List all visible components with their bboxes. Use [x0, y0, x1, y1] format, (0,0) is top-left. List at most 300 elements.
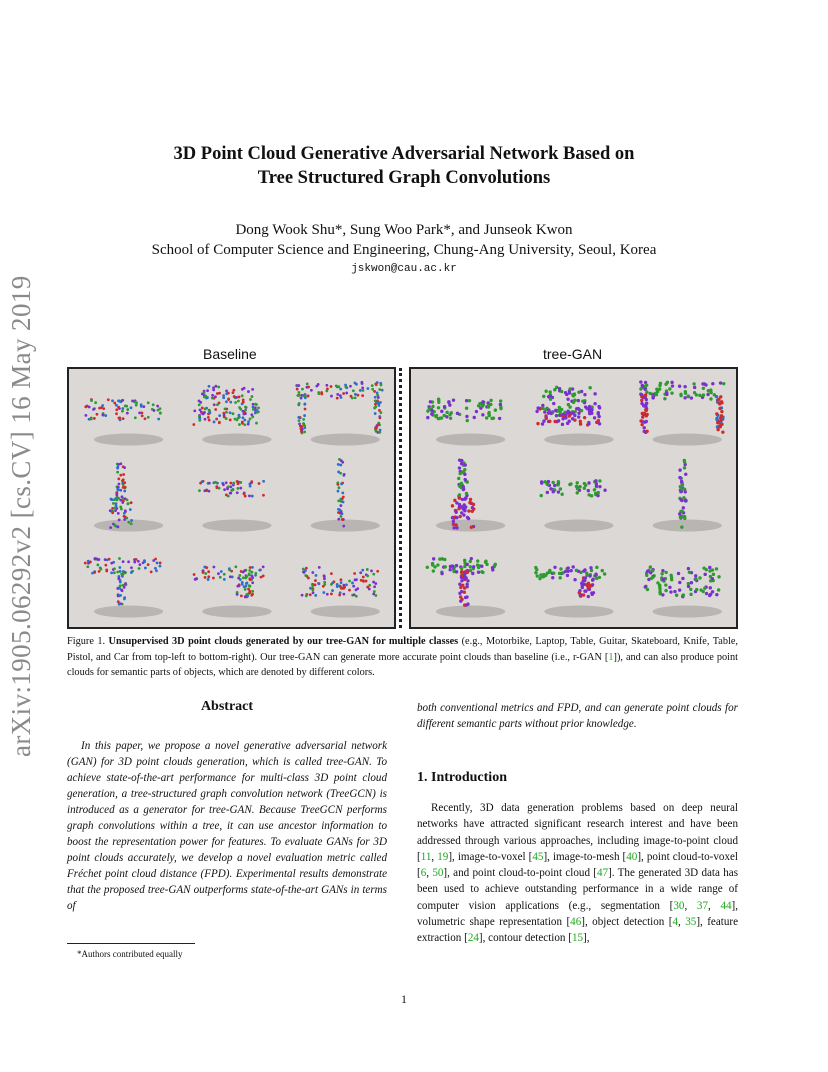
point — [458, 505, 461, 508]
point — [330, 593, 333, 596]
point — [598, 485, 601, 488]
point — [117, 594, 120, 597]
point — [326, 593, 329, 596]
point — [452, 398, 455, 401]
point — [129, 508, 132, 511]
point — [455, 516, 458, 519]
point — [244, 409, 247, 412]
object-shadow — [653, 434, 722, 446]
point — [655, 393, 658, 396]
point — [123, 490, 126, 493]
point — [547, 408, 550, 411]
point — [597, 412, 600, 415]
point — [708, 566, 711, 569]
point — [652, 396, 655, 399]
point — [323, 577, 326, 580]
point — [639, 419, 642, 422]
point — [249, 418, 252, 421]
point — [535, 410, 538, 413]
point — [92, 408, 95, 411]
point — [558, 576, 561, 579]
point-cloud-skateboard — [198, 480, 272, 532]
citation[interactable]: 35 — [685, 916, 697, 929]
point — [325, 389, 328, 392]
point — [345, 583, 348, 586]
point — [536, 422, 539, 425]
point — [589, 566, 592, 569]
citation[interactable]: 50 — [432, 867, 444, 880]
point — [684, 490, 687, 493]
point — [112, 502, 115, 505]
point — [463, 572, 466, 575]
point — [469, 565, 472, 568]
point — [448, 403, 451, 406]
point — [670, 578, 673, 581]
point — [315, 574, 318, 577]
point — [245, 582, 248, 585]
point — [534, 571, 537, 574]
citation[interactable]: 11 — [420, 850, 432, 863]
point — [298, 419, 301, 422]
citation[interactable]: 4 — [672, 916, 679, 929]
point — [430, 412, 433, 415]
email[interactable]: jskwon@cau.ac.kr — [351, 263, 457, 275]
object-shadow — [544, 434, 613, 446]
point — [553, 388, 556, 391]
point — [142, 405, 145, 408]
footnote: *Authors contributed equally — [77, 949, 183, 959]
point — [138, 411, 141, 414]
point — [318, 582, 321, 585]
point — [566, 574, 569, 577]
point — [243, 492, 246, 495]
citation[interactable]: 6 — [420, 867, 427, 880]
point — [117, 406, 120, 409]
point — [121, 495, 124, 498]
point — [309, 593, 312, 596]
point — [348, 580, 351, 583]
point — [239, 408, 242, 411]
point — [478, 402, 481, 405]
point — [159, 561, 162, 564]
point — [117, 600, 120, 603]
point — [341, 518, 344, 521]
object-shadow — [202, 520, 271, 532]
point — [340, 581, 343, 584]
point — [135, 401, 138, 404]
point — [122, 571, 125, 574]
point — [198, 399, 201, 402]
point — [719, 419, 722, 422]
abstract-continuation: both conventional metrics and FPD, and can generate point clouds for different semantic parts without prior knowledge. — [417, 702, 738, 730]
point — [232, 391, 235, 394]
point — [227, 495, 230, 498]
point — [229, 411, 232, 414]
point — [426, 409, 429, 412]
point — [645, 574, 648, 577]
point — [662, 578, 665, 581]
point — [314, 594, 317, 597]
point — [317, 392, 320, 395]
point — [489, 399, 492, 402]
point — [353, 593, 356, 596]
point — [130, 519, 133, 522]
point — [715, 412, 718, 415]
intro-text: ], feature extraction [ — [417, 916, 739, 945]
point — [456, 412, 459, 415]
point — [579, 422, 582, 425]
point — [159, 565, 162, 568]
point — [218, 487, 221, 490]
citation[interactable]: 44 — [720, 899, 732, 912]
point — [198, 489, 201, 492]
point-cloud-laptop — [192, 385, 271, 446]
point — [542, 575, 545, 578]
point-cloud-guitar — [436, 458, 505, 531]
point — [580, 409, 583, 412]
point — [101, 404, 104, 407]
point — [436, 563, 439, 566]
point — [118, 483, 121, 486]
point — [336, 483, 339, 486]
point — [212, 577, 215, 580]
point — [338, 486, 341, 489]
point — [679, 485, 682, 488]
point — [359, 571, 362, 574]
point — [460, 570, 463, 573]
point — [337, 463, 340, 466]
intro-text: Recently, 3D data generation problems based on deep neural networks have attracted significant research interest and have been addressed through various approaches, including image-to-point cloud [ — [417, 802, 738, 863]
point — [242, 401, 245, 404]
point — [709, 391, 712, 394]
point — [694, 574, 697, 577]
point — [258, 569, 261, 572]
point — [244, 595, 247, 598]
point — [234, 565, 237, 568]
point — [365, 580, 368, 583]
point — [224, 407, 227, 410]
point — [693, 386, 696, 389]
point — [361, 394, 364, 397]
intro-text: , — [426, 867, 433, 880]
point — [468, 501, 471, 504]
point — [678, 512, 681, 515]
point — [461, 470, 464, 473]
point — [683, 466, 686, 469]
point — [352, 389, 355, 392]
point — [665, 393, 668, 396]
point — [87, 562, 90, 565]
point — [119, 474, 122, 477]
point — [687, 395, 690, 398]
point — [466, 602, 469, 605]
point — [227, 485, 230, 488]
point — [208, 482, 211, 485]
point-cloud-motorbike — [426, 398, 505, 446]
point — [464, 463, 467, 466]
point — [238, 423, 241, 426]
point — [499, 399, 502, 402]
point — [204, 418, 207, 421]
point — [715, 395, 718, 398]
point — [154, 567, 157, 570]
point — [582, 593, 585, 596]
point — [669, 574, 672, 577]
point — [545, 417, 548, 420]
point — [683, 460, 686, 463]
point — [373, 390, 376, 393]
point — [205, 489, 208, 492]
point — [688, 571, 691, 574]
citation[interactable]: 40 — [626, 850, 638, 863]
point — [553, 484, 556, 487]
point — [354, 579, 357, 582]
point — [463, 478, 466, 481]
point — [549, 398, 552, 401]
point — [645, 402, 648, 405]
point — [204, 572, 207, 575]
point — [575, 569, 578, 572]
citation[interactable]: 47 — [597, 867, 609, 880]
point — [195, 577, 198, 580]
point — [711, 382, 714, 385]
point — [452, 523, 455, 526]
point — [127, 502, 130, 505]
point — [576, 481, 579, 484]
point — [320, 391, 323, 394]
point — [560, 390, 563, 393]
point — [709, 586, 712, 589]
point — [468, 399, 471, 402]
point — [583, 416, 586, 419]
point — [337, 511, 340, 514]
point — [377, 402, 380, 405]
point — [214, 408, 217, 411]
point — [342, 593, 345, 596]
point — [448, 413, 451, 416]
point — [138, 567, 141, 570]
point — [577, 412, 580, 415]
point — [485, 416, 488, 419]
point — [304, 408, 307, 411]
citation[interactable]: 19 — [437, 850, 449, 863]
citation[interactable]: 24 — [467, 932, 479, 945]
point — [201, 407, 204, 410]
point — [218, 414, 221, 417]
point — [361, 387, 364, 390]
point — [469, 498, 472, 501]
citation[interactable]: 45 — [532, 850, 544, 863]
citation[interactable]: 46 — [570, 916, 582, 929]
point — [683, 515, 686, 518]
point — [307, 577, 310, 580]
point — [230, 485, 233, 488]
point — [356, 587, 359, 590]
point — [466, 570, 469, 573]
point — [372, 573, 375, 576]
point — [561, 413, 564, 416]
point — [211, 394, 214, 397]
citation[interactable]: 30 — [673, 899, 685, 912]
point — [374, 403, 377, 406]
point — [548, 571, 551, 574]
point — [119, 570, 122, 573]
point — [376, 570, 379, 573]
point — [249, 578, 252, 581]
point — [643, 430, 646, 433]
point — [715, 593, 718, 596]
point — [214, 481, 217, 484]
point — [307, 395, 310, 398]
point — [682, 506, 685, 509]
point — [99, 568, 102, 571]
point-cloud-knife — [311, 458, 380, 532]
point — [687, 567, 690, 570]
point — [437, 406, 440, 409]
point — [678, 588, 681, 591]
point — [583, 393, 586, 396]
figure-panel-baseline — [67, 367, 396, 629]
caption-citation[interactable]: 1 — [608, 651, 614, 663]
point — [340, 483, 343, 486]
footnote-rule — [67, 943, 195, 944]
object-shadow — [544, 520, 613, 532]
point — [429, 400, 432, 403]
point — [603, 489, 606, 492]
point-cloud-pistol — [193, 565, 272, 617]
point — [541, 422, 544, 425]
point — [133, 561, 136, 564]
point — [460, 567, 463, 570]
point — [303, 395, 306, 398]
point — [130, 501, 133, 504]
point — [156, 405, 159, 408]
point — [464, 505, 467, 508]
figure-label-tree-gan: tree-GAN — [543, 346, 603, 362]
citation[interactable]: 37 — [696, 899, 708, 912]
point — [590, 408, 593, 411]
point — [472, 503, 475, 506]
point — [378, 431, 381, 434]
point — [357, 394, 360, 397]
point — [323, 574, 326, 577]
point — [660, 572, 663, 575]
point — [243, 423, 246, 426]
point — [673, 590, 676, 593]
point — [454, 511, 457, 514]
citation[interactable]: 15 — [571, 932, 584, 945]
point — [366, 574, 369, 577]
point — [244, 588, 247, 591]
point — [432, 569, 435, 572]
point — [241, 581, 244, 584]
point — [372, 593, 375, 596]
point — [544, 408, 547, 411]
point — [546, 491, 549, 494]
point — [244, 406, 247, 409]
point — [690, 581, 693, 584]
caption-bold: Unsupervised 3D point clouds generated by our tree-GAN for multiple classes — [108, 636, 459, 647]
point — [469, 560, 472, 563]
point — [118, 557, 121, 560]
intro-text: , — [707, 899, 721, 912]
point — [116, 571, 119, 574]
point — [301, 594, 304, 597]
point — [720, 410, 723, 413]
point — [558, 406, 561, 409]
object-shadow — [436, 434, 505, 446]
point — [668, 387, 671, 390]
point — [298, 391, 301, 394]
point — [589, 584, 592, 587]
point — [343, 473, 346, 476]
point — [598, 406, 601, 409]
point — [232, 412, 235, 415]
point — [193, 573, 196, 576]
point — [576, 487, 579, 490]
intro-text: ], volumetric shape representation [ — [417, 899, 738, 929]
point — [543, 480, 546, 483]
point — [679, 394, 682, 397]
point — [95, 557, 98, 560]
point — [147, 563, 150, 566]
point — [126, 412, 129, 415]
point — [426, 566, 429, 569]
point — [336, 585, 339, 588]
point — [237, 487, 240, 490]
point — [248, 573, 251, 576]
point — [115, 499, 118, 502]
point — [458, 493, 461, 496]
figure-divider — [399, 368, 402, 628]
point — [331, 589, 334, 592]
point — [248, 494, 251, 497]
point — [541, 407, 544, 410]
point — [339, 512, 342, 515]
point — [566, 422, 569, 425]
point — [677, 572, 680, 575]
point — [670, 381, 673, 384]
point — [453, 499, 456, 502]
point — [577, 391, 580, 394]
authors: Dong Wook Shu*, Sung Woo Park*, and Junseok Kwon — [235, 222, 573, 238]
point — [444, 565, 447, 568]
point — [715, 567, 718, 570]
point — [472, 565, 475, 568]
point — [366, 568, 369, 571]
point — [719, 381, 722, 384]
point — [378, 409, 381, 412]
point — [703, 573, 706, 576]
point — [378, 416, 381, 419]
point — [115, 494, 118, 497]
point — [463, 586, 466, 589]
point — [354, 382, 357, 385]
point — [122, 486, 125, 489]
point — [260, 576, 263, 579]
point — [698, 576, 701, 579]
point — [598, 576, 601, 579]
point — [462, 513, 465, 516]
affiliation: School of Computer Science and Engineering, Chung-Ang University, Seoul, Korea — [151, 242, 657, 258]
point — [251, 590, 254, 593]
point — [577, 399, 580, 402]
point — [153, 409, 156, 412]
point — [201, 393, 204, 396]
point — [587, 481, 590, 484]
point-cloud-guitar — [94, 462, 163, 531]
point — [449, 568, 452, 571]
